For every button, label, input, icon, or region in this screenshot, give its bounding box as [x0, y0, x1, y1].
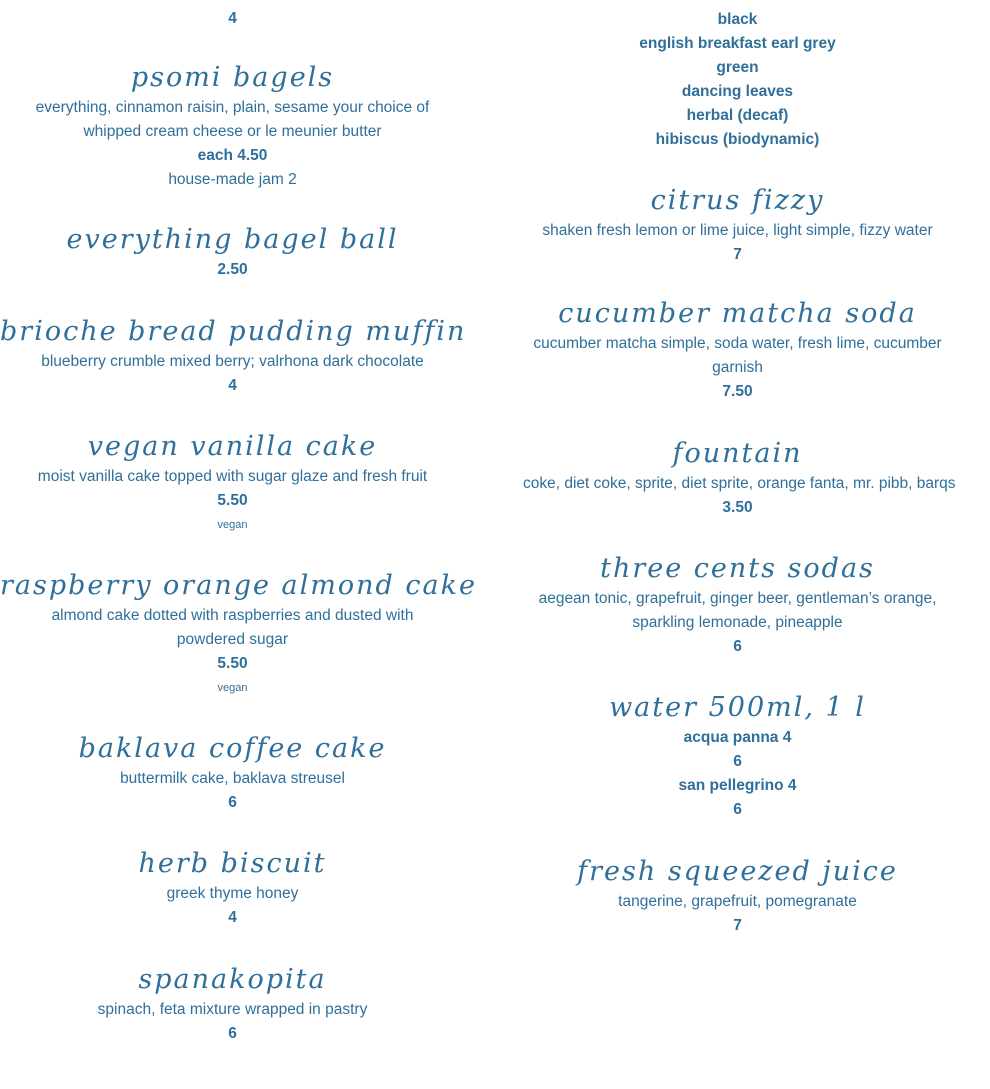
- item-title: three cents sodas: [600, 553, 875, 584]
- item-description: greek thyme honey: [166, 885, 299, 902]
- item-description: everything, cinnamon raisin, plain, sesame your choice of whipped cream cheese or le meunier butter: [35, 99, 430, 140]
- item-price: 2.50: [217, 261, 248, 278]
- item-title: vegan vanilla cake: [87, 431, 378, 462]
- item-description: shaken fresh lemon or lime juice, light simple, fizzy water: [542, 222, 933, 239]
- item-addon: house-made jam 2: [168, 171, 297, 188]
- item-price: 6: [228, 794, 237, 811]
- item-price: 4: [228, 909, 237, 926]
- item-price: 3.50: [722, 499, 753, 516]
- tea-option: english breakfast earl grey: [639, 35, 836, 52]
- menu-item-water: [505, 690, 970, 822]
- menu-item-three-cents-sodas: [505, 551, 970, 659]
- menu-item-baklava-coffee-cake: [0, 731, 465, 815]
- menu-item-brioche-bread-pudding-muffin: [0, 314, 465, 398]
- tea-option: dancing leaves: [681, 83, 794, 100]
- item-description: tangerine, grapefruit, pomegranate: [618, 893, 857, 910]
- water-option: san pellegrino 4: [678, 777, 797, 794]
- menu-item-fountain: [505, 436, 970, 520]
- item-title: citrus fizzy: [650, 185, 825, 216]
- item-price: 5.50: [217, 655, 248, 672]
- item-price: 6: [733, 801, 742, 818]
- menu-item-citrus-fizzy: [505, 183, 970, 267]
- item-price: 6: [733, 753, 742, 770]
- item-title: brioche bread pudding muffin: [0, 316, 467, 347]
- item-title: fountain: [672, 438, 803, 469]
- item-description: aegean tonic, grapefruit, ginger beer, gentleman’s orange, sparkling lemonade, pineapple: [538, 590, 937, 631]
- item-title: baklava coffee cake: [78, 733, 387, 764]
- menu-item-psomi-bagels: [0, 60, 465, 192]
- item-price: 6: [228, 1025, 237, 1042]
- item-title: herb biscuit: [138, 848, 327, 879]
- tea-option: black: [717, 11, 758, 28]
- menu-item-tea: [505, 8, 970, 152]
- item-price: 7: [733, 917, 742, 934]
- item-price: 4: [228, 377, 237, 394]
- item-price: 6: [733, 638, 742, 655]
- tea-option: herbal (decaf): [686, 107, 789, 124]
- item-title: fresh squeezed juice: [577, 856, 898, 887]
- water-option: acqua panna 4: [683, 729, 792, 746]
- item-title: psomi bagels: [130, 62, 335, 93]
- tea-option: green: [716, 59, 759, 76]
- item-price: 5.50: [217, 492, 248, 509]
- item-price: 4: [228, 10, 237, 27]
- item-description: moist vanilla cake topped with sugar glaze and fresh fruit: [37, 468, 428, 485]
- menu-item-vegan-vanilla-cake: [0, 429, 465, 537]
- item-description: cucumber matcha simple, soda water, fresh lime, cucumber garnish: [533, 335, 942, 376]
- menu-item-spanakopita: [0, 962, 465, 1046]
- tea-option: hibiscus (biodynamic): [655, 131, 820, 148]
- menu-item-herb-biscuit: [0, 846, 465, 930]
- menu-item-raspberry-orange-almond-cake: [0, 568, 477, 700]
- item-description: coke, diet coke, sprite, diet sprite, orange fanta, mr. pibb, barqs: [523, 475, 956, 492]
- vegan-tag: vegan: [217, 682, 248, 694]
- item-description: spinach, feta mixture wrapped in pastry: [97, 1001, 368, 1018]
- item-description: buttermilk cake, baklava streusel: [120, 770, 345, 787]
- item-title: spanakopita: [138, 964, 327, 995]
- item-title: water 500ml, 1 l: [609, 692, 866, 723]
- item-price: each 4.50: [197, 147, 268, 164]
- vegan-tag: vegan: [217, 519, 248, 531]
- menu-item-fresh-squeezed-juice: [505, 854, 970, 938]
- item-title: everything bagel ball: [66, 224, 399, 255]
- item-description: blueberry crumble mixed berry; valrhona dark chocolate: [41, 353, 424, 370]
- item-description: almond cake dotted with raspberries and dusted with powdered sugar: [51, 607, 414, 648]
- item-price: 7.50: [722, 383, 753, 400]
- menu-item-cucumber-matcha-soda: [505, 296, 970, 404]
- item-title: raspberry orange almond cake: [0, 570, 477, 601]
- menu-item-everything-bagel-ball: [0, 222, 465, 282]
- item-title: cucumber matcha soda: [558, 298, 917, 329]
- item-price: 7: [733, 246, 742, 263]
